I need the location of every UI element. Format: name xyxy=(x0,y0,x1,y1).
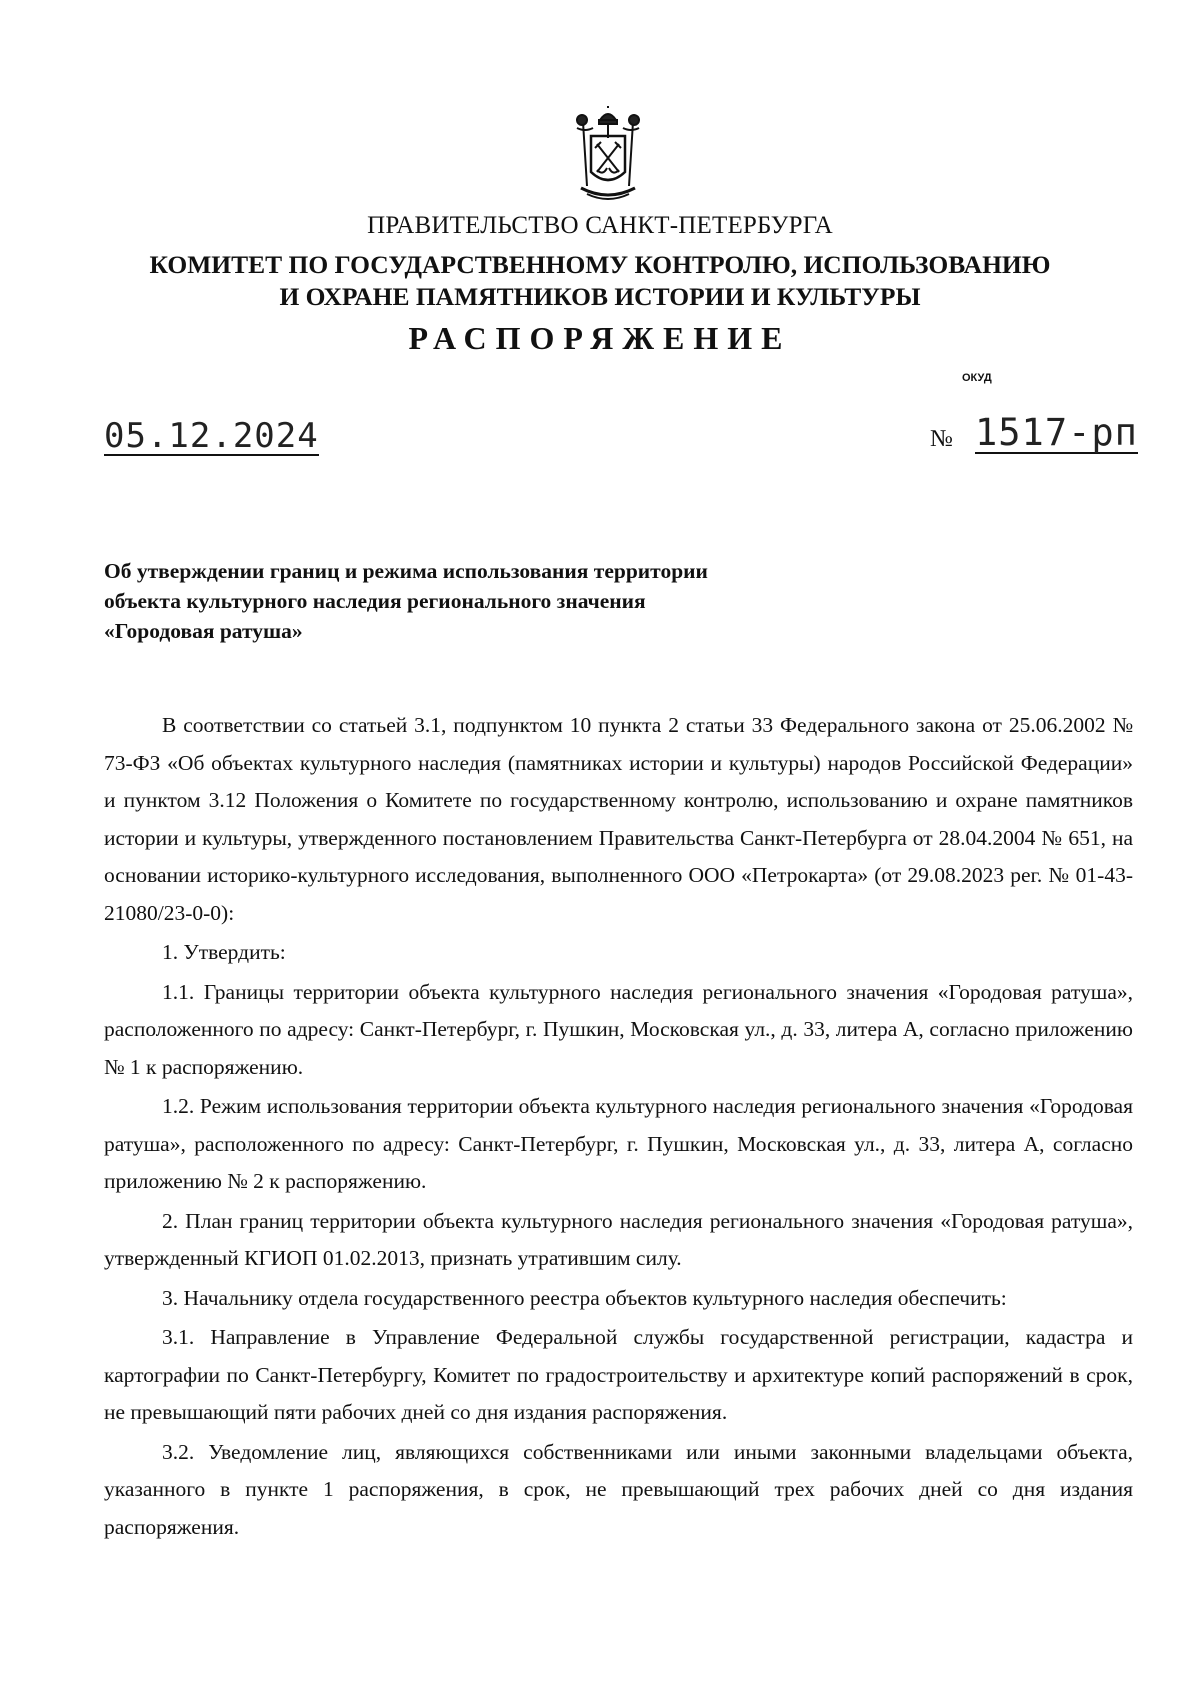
item-3-2: 3.2. Уведомление лиц, являющихся собственниками или иными законными владельцами объекта, указанного в пункте 1 распоряжения, в срок, не превышающий трех рабочих дней со дня издания распоряжения. xyxy=(104,1439,1133,1539)
committee-name-line-1: КОМИТЕТ ПО ГОСУДАРСТВЕННОМУ КОНТРОЛЮ, ИСПОЛЬЗОВАНИЮ xyxy=(149,250,1051,279)
subject-line-2: объекта культурного наследия регионального значения xyxy=(104,589,646,613)
document-body xyxy=(104,707,1133,1546)
saint-petersburg-coat-of-arms-icon xyxy=(573,106,643,204)
document-type-title: РАСПОРЯЖЕНИЕ xyxy=(408,320,792,356)
item-2: 2. План границ территории объекта культурного наследия регионального значения «Городовая ратуша», утвержденный КГИОП 01.02.2013, признать утратившим силу. xyxy=(104,1208,1133,1270)
subject-line-3: «Городовая ратуша» xyxy=(104,619,303,643)
document-date: 05.12.2024 xyxy=(104,416,319,456)
okud-label: ОКУД xyxy=(962,372,992,384)
preamble-paragraph: В соответствии со статьей 3.1, подпунктом 10 пункта 2 статьи 33 Федерального закона от 25.06.2002 № 73-ФЗ «Об объектах культурного наследия (памятниках истории и культуры) народов Российской Федерации» и пунктом 3.12 Положения о Комитете по государственному контролю, использованию и охране памятников истории и культуры, утвержденного постановлением Правительства Санкт-Петербурга от 28.04.2004 № 651, на основании историко-культурного исследования, выполненного ООО «Петрокарта» (от 29.08.2023 рег. № 01-43-21080/23-0-0): xyxy=(104,713,1133,925)
item-3: 3. Начальнику отдела государственного реестра объектов культурного наследия обеспечить: xyxy=(162,1285,1007,1310)
item-1-1: 1.1. Границы территории объекта культурного наследия регионального значения «Городовая ратуша», расположенного по адресу: Санкт-Петербург, г. Пушкин, Московская ул., д. 33, литера А, согласно приложению № 1 к распоряжению. xyxy=(104,979,1133,1079)
number-sign: № xyxy=(930,426,953,452)
committee-name-line-2: И ОХРАНЕ ПАМЯТНИКОВ ИСТОРИИ И КУЛЬТУРЫ xyxy=(279,282,921,311)
item-1: 1. Утвердить: xyxy=(162,940,286,964)
government-name: ПРАВИТЕЛЬСТВО САНКТ-ПЕТЕРБУРГА xyxy=(367,212,833,239)
subject-line-1: Об утверждении границ и режима использования территории xyxy=(104,559,708,583)
item-3-1: 3.1. Направление в Управление Федеральной службы государственной регистрации, кадастра и картографии по Санкт-Петербургу, Комитет по градостроительству и архитектуре копий распоряжений в срок, не превышающий пяти рабочих дней со дня издания распоряжения. xyxy=(104,1325,1133,1424)
document-number: 1517-рп xyxy=(975,411,1138,454)
document-subject xyxy=(104,556,708,646)
item-1-2: 1.2. Режим использования территории объекта культурного наследия регионального значения «Городовая ратуша», расположенного по адресу: Санкт-Петербург, г. Пушкин, Московская ул., д. 33, литера А, согласно приложению № 2 к распоряжению. xyxy=(104,1094,1133,1193)
